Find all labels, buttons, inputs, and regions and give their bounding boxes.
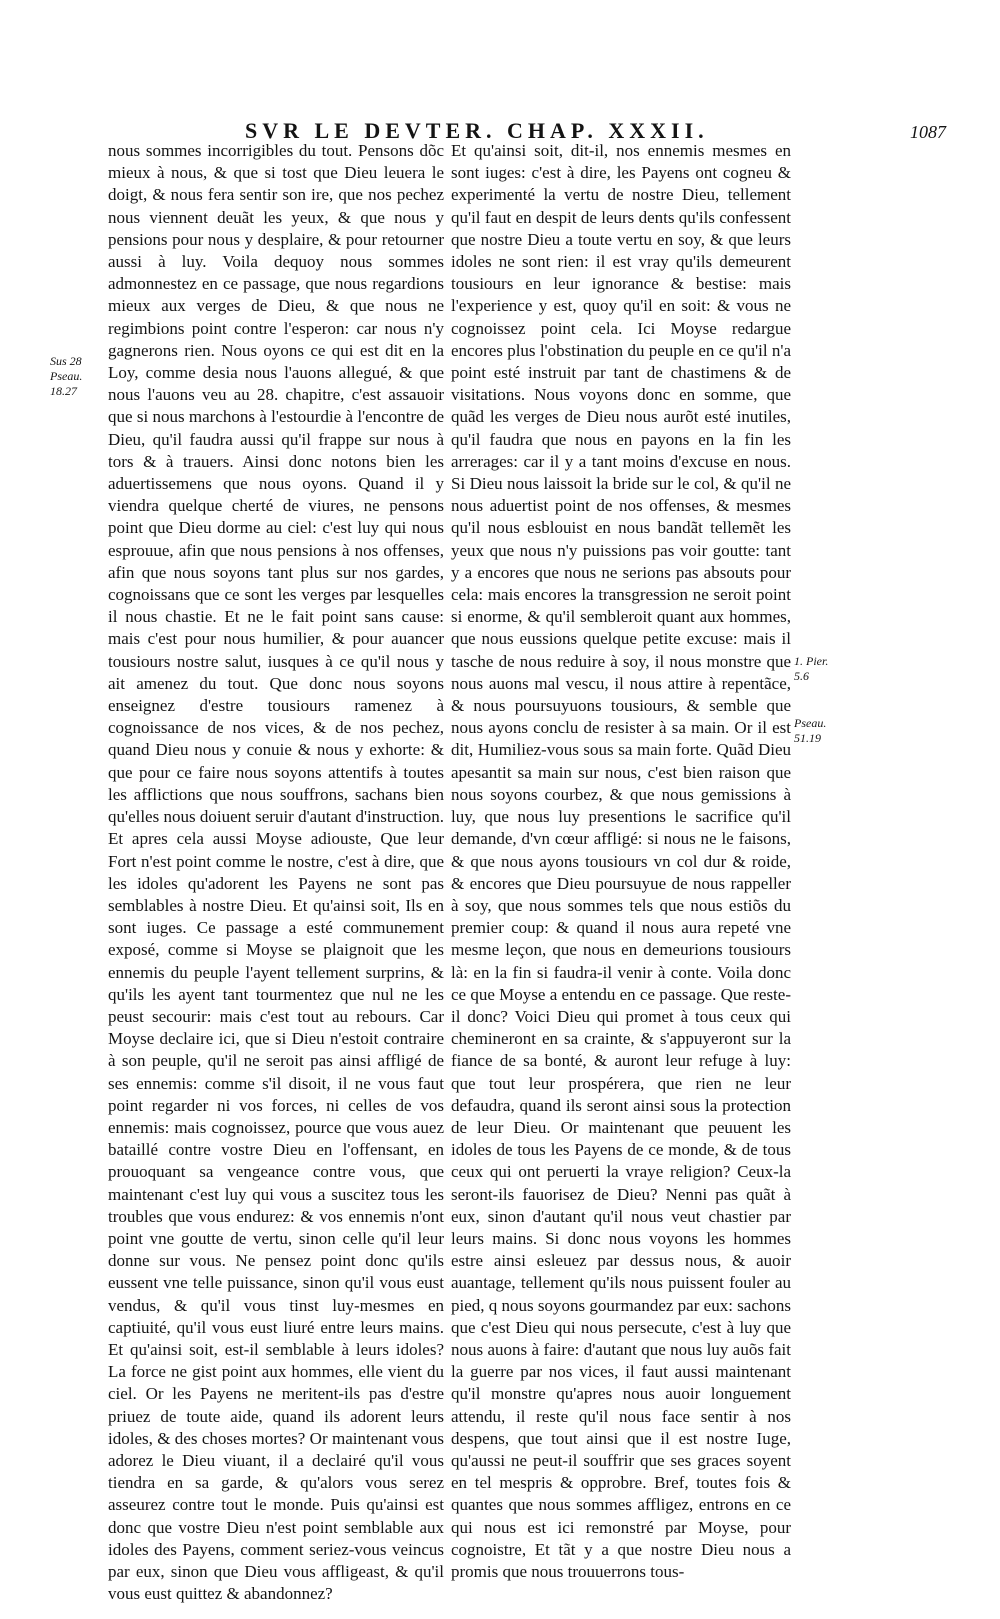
left-column-text: nous sommes incorrigibles du tout. Pensons dõc mieux à nous, & que si tost que Dieu leuera le doigt, & nous fera sentir son ire, que nos pechez nous viennent deuãt les yeux, & que nous y pensions pour nous y desplaire, & pour retourner aussi à luy. Voila dequoy nous sommes admonnestez en ce passage, que nous regardions mieux aux verges de Dieu, & que nous ne regimbions point contre l'esperon: car nous n'y gagnerons rien. Nous oyons ce qui est dit en la Loy, comme desia nous l'auons allegué, & que nous l'auons veu au 28. chapitre, c'est assauoir que si nous marchons à l'estourdie à l'encontre de Dieu, qu'il faudra aussi qu'il frappe sur nous à tors & à trauers. Ainsi donc notons bien les aduertissemens que nous oyons. Quand il y viendra quelque cherté de viures, ne pensons point que Dieu dorme au ciel: c'est luy qui nous esprouue, afin que nous pensions à nos offenses, afin que nous soyons tant plus sur nos gardes, cognoissans que ce sont les verges par lesquelles il nous chastie. Et ne le fait point sans cause: mais c'est pour nous humilier, & pour auancer tousiours nostre salut, iusques à ce qu'il nous y ait amenez du tout. Que donc nous soyons enseignez d'estre tousiours ramenez à cognoissance de nos vices, & de nos pechez, quand Dieu nous y conuie & nous y exhorte: & que pour ce faire nous soyons attentifs à toutes les afflictions que nous souffrons, sachans bien qu'elles nous doiuent seruir d'autant d'instruction. Et apres cela aussi Moyse adiouste, Que leur Fort n'est point comme le nostre, c'est à dire, que les idoles qu'adorent les Payens ne sont pas semblables à nostre Dieu. Et qu'ainsi soit, Ils en sont iuges. Ce passage a esté communement exposé, comme si Moyse se plaignoit que les ennemis du peuple l'ayent tellement surprins, & qu'ils les ayent tant tourmentez que nul ne les peust secourir: mais c'est tout au rebours. Car Moyse declaire ici, que si Dieu n'estoit contraire à son peuple, qu'il ne seroit pas ainsi affligé de ses ennemis: comme s'il disoit, il ne vous faut point regarder ni vos forces, ni celles de vos ennemis: mais cognoissez, pource que vous auez bataillé contre vostre Dieu en l'offensant, en prouoquant sa vengeance contre vous, que maintenant c'est luy qui vous a suscitez tous les troubles que vous endurez: & vos ennemis n'ont point vne goutte de vertu, sinon celle qu'il leur donne sur vous. Ne pensez point donc qu'ils eussent vne telle puissance, sinon qu'il vous eust vendus, & qu'il vous tinst luy-mesmes en captiuité, qu'il vous eust liuré entre leurs mains. Et qu'ainsi soit, est-il semblable à leurs idoles? La force ne gist point aux hommes, elle vient du ciel. Or les Payens ne meritent-ils pas d'estre priuez de toute aide, quand ils adorent leurs idoles, & des choses mortes? Or maintenant vous adorez le Dieu viuant, il a declairé qu'il vous tiendra en sa garde, & qu'alors vous serez asseurez contre tout le monde. Puis qu'ainsi est donc que vostre Dieu n'est point semblable aux idoles des Payens, comment seriez-vous veincus par eux, sinon que Dieu vous affligeast, & qu'il vous eust quittez & abandonnez? [108,141,444,1604]
right-column-text: Et qu'ainsi soit, dit-il, nos ennemis mesmes en sont iuges: c'est à dire, les Payens ont cogneu & experimenté la vertu de nostre Dieu, tellement qu'il faut en despit de leurs dents qu'ils confessent que nostre Dieu a toute vertu en soy, & que leurs idoles ne sont rien: il est vray qu'ils demeurent tousiours en leur ignorance & bestise: mais l'experience y est, quoy qu'il en soit: & vous ne cognoissez point cela. Ici Moyse redargue encores plus l'obstination du peuple en ce qu'il n'a point esté instruit par tant de chastimens & de visitations. Nous voyons donc en somme, que quãd les verges de Dieu nous aurõt esté inutiles, qu'il faudra que nous en payons en la fin les arrerages: car il y a tant moins d'excuse en nous. Si Dieu nous laissoit la bride sur le col, & qu'il ne nous aduertist point de nos offenses, & mesmes qu'il nous esblouist en nous bandãt tellemẽt les yeux que nous n'y puissions pas voir goutte: tant y a encores que nous ne serions pas absouts pour cela: mais encores la transgression ne seroit point si enorme, & qu'il sembleroit quant aux hommes, que nous eussions quelque petite excuse: mais il tasche de nous reduire à soy, il nous monstre que nous auons mal vescu, il nous attire à repentãce, & nous poursuyuons tousiours, & semble que nous ayons conclu de resister à sa main. Or il est dit, Humiliez-vous sous sa main forte. Quãd Dieu apesantit sa main sur nous, c'est bien raison que nous soyons courbez, & que nous gemissions à luy, que nous luy presentions le sacrifice qu'il demande, d'vn cœur affligé: si nous ne le faisons, & que nous ayons tousiours vn col dur & roide, & encores que Dieu poursuyue de nous rappeller à soy, que nous sommes tels que nous estiõs du premier coup: & quand il nous aura repeté vne mesme leçon, que nous en demeurions tousiours là: en la fin si faudra-il venir à conte. Voila donc ce que Moyse a entendu en ce passage. Que reste-il donc? Voici Dieu qui promet à tous ceux qui chemineront en sa crainte, & s'appuyeront sur la fiance de sa bonté, & auront leur refuge à luy: que tout leur prospérera, que rien ne leur defaudra, quand ils seront ainsi sous la protection de leur Dieu. Or maintenant que peuuent les idoles de tous les Payens de ce monde, & de tous ceux qui ont peruerti la vraye religion? Ceux-la seront-ils fauorisez de Dieu? Nenni pas quãt à eux, sinon d'autant qu'il nous veut chastier par leurs mains. Si donc nous voyons les hommes estre ainsi esleuez par dessus nous, & auoir auantage, tellement qu'ils nous puissent fouler au pied, q nous soyons gourmandez par eux: sachons que c'est Dieu qui nous persecute, c'est à luy que nous auons à faire: d'autant que nous luy auõs fait la guerre par nos vices, il faut aussi maintenant qu'il monstre qu'apres nous auoir longuement attendu, il reste qu'il nous face sentir à nos despens, que tout ainsi que il est nostre Iuge, qu'aussi ne peut-il souffrir que ses graces soyent en tel mespris & opprobre. Bref, toutes fois & quantes que nous sommes affligez, entrons en ce qui nous est ici remonstré par Moyse, pour cognoistre, Et tãt y a que nostre Dieu nous a promis que nous trouuerrons tous- [451,141,791,1581]
text-column-right [451,140,791,1583]
margin-note-right-1: 1. Pier. 5.6 [794,654,829,683]
text-column-left [108,140,444,1605]
margin-note-left: Sus 28 Pseau. 18.27 [50,354,83,398]
page-number: 1087 [910,122,946,142]
margin-note-right-2: Pseau. 51.19 [794,716,827,745]
running-title: SVR LE DEVTER. CHAP. XXXII. [245,118,709,143]
